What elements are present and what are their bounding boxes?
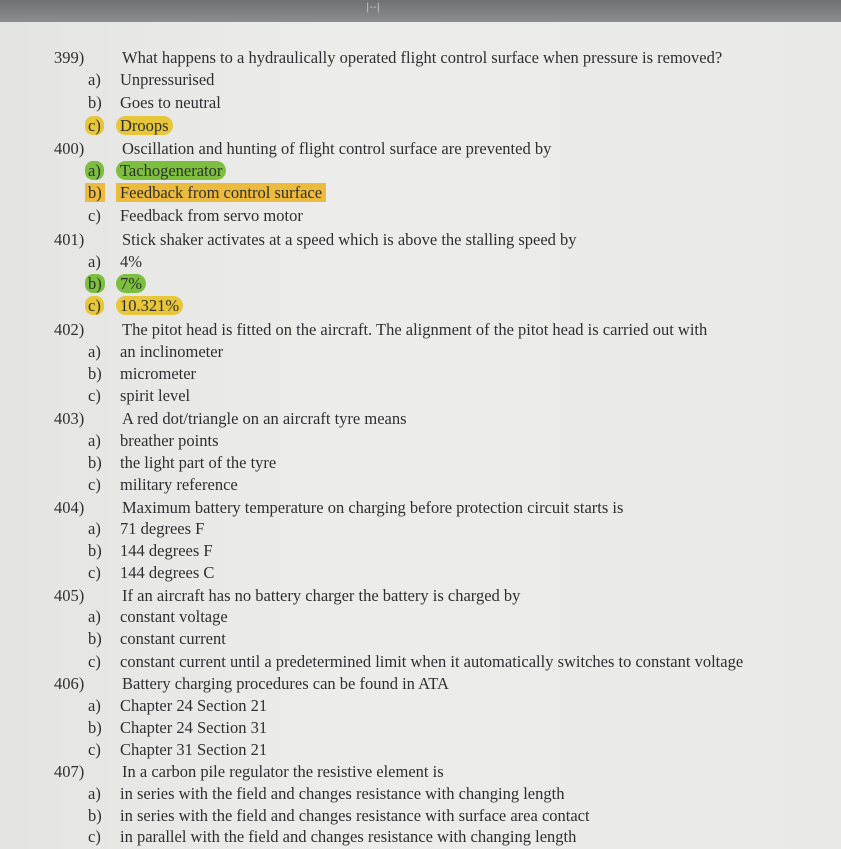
option-text: micrometer (120, 364, 197, 383)
question-406 (54, 674, 449, 694)
option-letter: a) (85, 161, 104, 180)
question-number: 399) (54, 48, 85, 67)
option-highlighted (88, 296, 183, 316)
option (88, 386, 190, 406)
option-letter: b) (85, 274, 105, 293)
option (88, 718, 267, 738)
option (88, 453, 276, 473)
option-letter: c) (88, 740, 101, 759)
question-number: 401) (54, 230, 85, 249)
option-text: Goes to neutral (120, 93, 221, 112)
option-letter: a) (88, 70, 101, 89)
option (88, 696, 267, 716)
option-highlighted (88, 161, 226, 181)
question-number: 403) (54, 409, 85, 428)
option (88, 784, 564, 804)
option (88, 475, 238, 495)
option-text: constant current (120, 629, 226, 648)
option-highlighted (88, 116, 173, 136)
option-text: military reference (120, 475, 238, 494)
option (88, 70, 214, 90)
option-text: in series with the field and changes resistance with changing length (120, 784, 565, 803)
question-407 (54, 762, 444, 782)
option (88, 519, 204, 539)
option-text: 71 degrees F (120, 519, 205, 538)
question-text: Stick shaker activates at a speed which is above the stalling speed by (122, 230, 577, 249)
question-401 (54, 230, 577, 250)
option-text: Feedback from servo motor (120, 206, 303, 225)
question-400 (54, 139, 551, 159)
option-text: Chapter 31 Section 21 (120, 740, 268, 759)
option-text: Feedback from control surface (116, 183, 326, 202)
option (88, 431, 219, 451)
option-text: constant voltage (120, 607, 228, 626)
question-text: The pitot head is fitted on the aircraft. The alignment of the pitot head is carried out with (122, 320, 708, 339)
option-text: 7% (116, 274, 146, 293)
option (88, 629, 226, 649)
question-text: In a carbon pile regulator the resistive element is (122, 762, 444, 781)
option-text: an inclinometer (120, 342, 224, 361)
option-text: constant current until a predetermined limit when it automatically switches to constant voltage (120, 652, 744, 671)
option-letter: b) (88, 453, 102, 472)
option-text: 144 degrees F (120, 541, 213, 560)
question-403 (54, 409, 407, 429)
option-letter: a) (88, 607, 101, 626)
option-letter: c) (88, 475, 101, 494)
option (88, 563, 214, 583)
option (88, 364, 196, 384)
option-text: 4% (120, 252, 142, 271)
option-letter: a) (88, 784, 101, 803)
option (88, 206, 303, 226)
option-letter: c) (88, 827, 101, 846)
option-text: 10.321% (116, 296, 183, 315)
option-letter: c) (85, 116, 104, 135)
question-text: Maximum battery temperature on charging before protection circuit starts is (122, 498, 624, 517)
option (88, 607, 228, 627)
question-399 (54, 48, 722, 68)
option (88, 806, 590, 826)
question-number: 405) (54, 586, 85, 605)
option-letter: a) (88, 519, 101, 538)
question-text: Battery charging procedures can be found in ATA (122, 674, 449, 693)
question-number: 400) (54, 139, 85, 158)
option-highlighted (88, 183, 326, 203)
top-edge-bar (0, 0, 841, 22)
option-letter: b) (88, 93, 102, 112)
option-letter: c) (88, 206, 101, 225)
option-text: Unpressurised (120, 70, 215, 89)
option-letter: b) (88, 629, 102, 648)
option-text: in series with the field and changes resistance with surface area contact (120, 806, 590, 825)
option-highlighted (88, 274, 146, 294)
option (88, 342, 223, 362)
option-letter: b) (88, 718, 102, 737)
question-405 (54, 586, 520, 606)
question-text: If an aircraft has no battery charger the battery is charged by (122, 586, 521, 605)
option-letter: a) (88, 342, 101, 361)
option (88, 93, 221, 113)
option-letter: c) (88, 563, 101, 582)
option (88, 827, 576, 847)
question-number: 407) (54, 762, 85, 781)
option-text: 144 degrees C (120, 563, 215, 582)
option-text: breather points (120, 431, 219, 450)
top-mark: |--| (366, 2, 380, 13)
option-letter: c) (88, 386, 101, 405)
option (88, 740, 267, 760)
option-letter: a) (88, 431, 101, 450)
option-text: Tachogenerator (116, 161, 226, 180)
option-text: the light part of the tyre (120, 453, 277, 472)
option-letter: b) (85, 183, 105, 202)
option-text: spirit level (120, 386, 191, 405)
option-letter: a) (88, 252, 101, 271)
option-letter: a) (88, 696, 101, 715)
option (88, 652, 841, 672)
question-404 (54, 498, 623, 518)
option-text: Chapter 24 Section 21 (120, 696, 268, 715)
option-letter: b) (88, 806, 102, 825)
question-text: What happens to a hydraulically operated flight control surface when pressure is removed? (122, 48, 723, 67)
option-letter: c) (88, 652, 101, 671)
option-text: in parallel with the field and changes resistance with changing length (120, 827, 577, 846)
question-text: Oscillation and hunting of flight control surface are prevented by (122, 139, 552, 158)
option-letter: b) (88, 541, 102, 560)
question-402 (54, 320, 707, 340)
option-text: Droops (116, 116, 173, 135)
option (88, 541, 213, 561)
question-number: 402) (54, 320, 85, 339)
option-text: Chapter 24 Section 31 (120, 718, 268, 737)
question-text: A red dot/triangle on an aircraft tyre means (122, 409, 407, 428)
option (88, 252, 142, 272)
option-letter: b) (88, 364, 102, 383)
option-letter: c) (85, 296, 104, 315)
question-number: 404) (54, 498, 85, 517)
question-number: 406) (54, 674, 85, 693)
